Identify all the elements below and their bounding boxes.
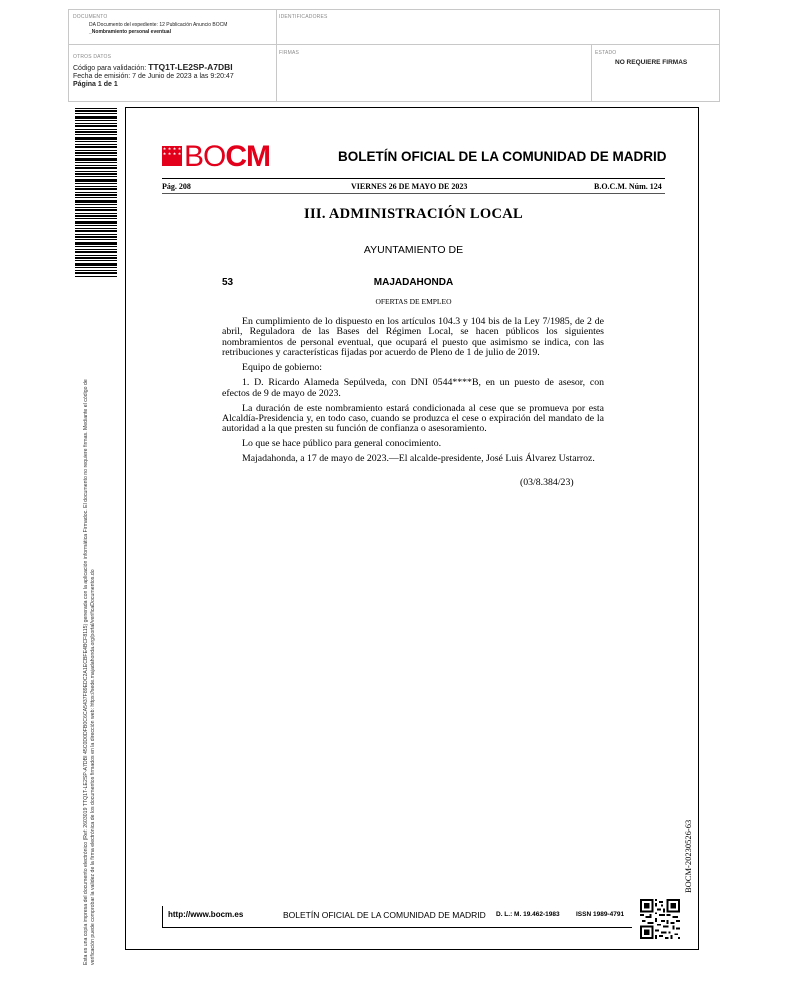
footer-issn: ISSN 1989-4791 [576, 911, 625, 918]
body-paragraph: 1. D. Ricardo Alameda Sepúlveda, con DNI 0544****B, en un puesto de asesor, con efectos de 9 de mayo de 2023. [222, 377, 604, 399]
subject-heading: OFERTAS DE EMPLEO [375, 297, 452, 306]
documento-line1: DA Documento del expediente: 12 Publicación Anuncio BOCM [89, 22, 228, 28]
document-header-table [68, 9, 720, 102]
qr-code-icon [640, 899, 680, 939]
body-paragraph: La duración de este nombramiento estará condicionada al cese que se promueva por esta Alcaldía-Presidencia y, en todo caso, cuando se produzca el cese o expiración del mandato de la autoridad a la que presten su función de confianza o asesoramiento. [222, 402, 604, 435]
section-heading: III. ADMINISTRACIÓN LOCAL [304, 206, 523, 222]
emission-date: Fecha de emisión: 7 de Junio de 2023 a las 9:20:47 [73, 73, 234, 80]
barcode-image [75, 108, 117, 278]
body-paragraph: En cumplimiento de lo dispuesto en los artículos 104.3 y 104 bis de la Ley 7/1985, de 2 de abril, Reguladora de las Bases del Régimen Local, se hacen públicos los siguientes nombramientos de personal eventual, que ocupará el puesto que asimismo se indica, con las retribuciones y características fijadas por acuerdo de Pleno de 1 de julio de 2019. [222, 316, 604, 359]
documento-line2: _Nombramiento personal eventual [89, 29, 171, 35]
identificadores-label: IDENTIFICADORES [279, 14, 328, 20]
municipality-heading: MAJADAHONDA [373, 277, 454, 288]
ayuntamiento-heading: AYUNTAMIENTO DE [363, 244, 464, 256]
bulletin-title: BOLETÍN OFICIAL DE LA COMUNIDAD DE MADRID [338, 149, 667, 164]
issue-number: B.O.C.M. Núm. 124 [594, 182, 662, 191]
body-paragraph: Majadahonda, a 17 de mayo de 2023.—El alcalde-presidente, José Luis Álvarez Ustarroz. [242, 453, 595, 465]
validation-code: Código para validación: TTQ1T-LE2SP-A7DBI [73, 62, 233, 72]
footer-title: BOLETÍN OFICIAL DE LA COMUNIDAD DE MADRID [283, 910, 486, 920]
entry-number: 53 [222, 277, 234, 288]
body-paragraph: Lo que se hace público para general conocimiento. [242, 438, 442, 450]
meta-rule [162, 193, 665, 194]
verification-note-line2: verificación puede comprobar la validez de la firma electrónica de los documentos firmados en la dirección web: https://sede.majadahonda.org/portal/verificaDocumentos.do [90, 569, 96, 965]
header-rule [162, 178, 665, 179]
body-paragraph: Equipo de gobierno: [242, 362, 322, 374]
footer-legal-deposit: D. L.: M. 19.462-1983 [496, 911, 560, 918]
madrid-flag-icon: ★ ★ ★ ★ ★ ★ ★ ★ [162, 146, 182, 166]
estado-value: NO REQUIERE FIRMAS [615, 59, 688, 66]
issue-date: VIERNES 26 DE MAYO DE 2023 [351, 182, 468, 191]
page-count: Página 1 de 1 [73, 81, 118, 88]
estado-label: ESTADO [595, 50, 617, 56]
page-number: Pág. 208 [162, 182, 191, 191]
announcement-reference: (03/8.384/23) [520, 477, 574, 488]
bocm-side-code: BOCM-20230526-63 [683, 819, 693, 893]
announcement-body [222, 317, 604, 469]
firmas-label: FIRMAS [279, 50, 300, 56]
bocm-page-frame [125, 107, 699, 950]
otros-datos-label: OTROS DATOS [73, 54, 112, 60]
verification-note-line1: Esta es una copia impresa del documento electrónico (Ref: 2603019 TTQ1T-LE2SP-A7DBI 45C0D0DFB0C6CA5437F89EDC2A1ECBFE4BCF8115) generada con la aplicación informática Firmadoc. El documento no requiere firmas. Mediante el código de [83, 379, 89, 965]
footer-url-link[interactable]: http://www.bocm.es [168, 910, 244, 919]
documento-label: DOCUMENTO [73, 14, 108, 20]
